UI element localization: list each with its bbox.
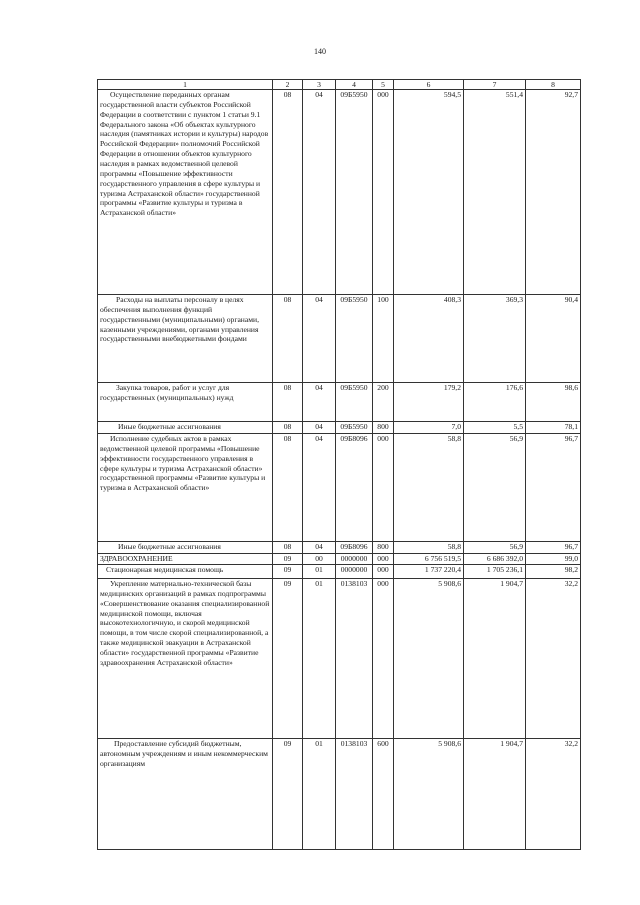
- executed-amount: 1 904,7: [464, 739, 526, 850]
- target-article-code: 0138103: [336, 579, 373, 739]
- subsection-code: 04: [303, 295, 336, 383]
- row-name: Предоставление субсидий бюджетным, автономным учреждениям и иным некоммерческим организациям: [98, 739, 273, 850]
- row-name: Иные бюджетные ассигнования: [98, 542, 273, 554]
- target-article-code: 0000000: [336, 565, 373, 579]
- planned-amount: 7,0: [394, 422, 464, 434]
- execution-percent: 32,2: [526, 739, 581, 850]
- table-row: [98, 739, 581, 850]
- execution-percent: 99,0: [526, 554, 581, 565]
- executed-amount: 176,6: [464, 383, 526, 422]
- planned-amount: 5 908,6: [394, 739, 464, 850]
- execution-percent: 78,1: [526, 422, 581, 434]
- column-header: 4: [336, 80, 373, 90]
- expense-type-code: 200: [373, 383, 394, 422]
- expense-type-code: 000: [373, 434, 394, 542]
- row-name: ЗДРАВООХРАНЕНИЕ: [98, 554, 273, 565]
- row-name: Исполнение судебных актов в рамках ведомственной целевой программы «Повышение эффективности государственного управления в сфере культуры и туризма Астраханской области» государственной программы «Развитие культуры и туризма в Астраханской области»: [98, 434, 273, 542]
- planned-amount: 58,8: [394, 542, 464, 554]
- table-row: [98, 383, 581, 422]
- section-code: 08: [273, 90, 303, 295]
- subsection-code: 04: [303, 542, 336, 554]
- column-header: 7: [464, 80, 526, 90]
- target-article-code: 09Б8096: [336, 434, 373, 542]
- section-code: 08: [273, 383, 303, 422]
- planned-amount: 594,5: [394, 90, 464, 295]
- planned-amount: 408,3: [394, 295, 464, 383]
- expense-type-code: 800: [373, 542, 394, 554]
- column-header: 3: [303, 80, 336, 90]
- planned-amount: 58,8: [394, 434, 464, 542]
- executed-amount: 1 904,7: [464, 579, 526, 739]
- expense-type-code: 000: [373, 90, 394, 295]
- subsection-code: 00: [303, 554, 336, 565]
- table-row: [98, 554, 581, 565]
- subsection-code: 04: [303, 90, 336, 295]
- page-number: 140: [314, 47, 326, 56]
- table-row: [98, 542, 581, 554]
- expense-type-code: 000: [373, 554, 394, 565]
- execution-percent: 98,2: [526, 565, 581, 579]
- planned-amount: 5 908,6: [394, 579, 464, 739]
- target-article-code: 09Б5950: [336, 422, 373, 434]
- expense-type-code: 000: [373, 579, 394, 739]
- executed-amount: 6 686 392,0: [464, 554, 526, 565]
- expense-type-code: 800: [373, 422, 394, 434]
- section-code: 08: [273, 422, 303, 434]
- table-row: [98, 295, 581, 383]
- section-code: 09: [273, 579, 303, 739]
- column-header: 1: [98, 80, 273, 90]
- table-row: [98, 579, 581, 739]
- planned-amount: 6 756 519,5: [394, 554, 464, 565]
- column-header: 5: [373, 80, 394, 90]
- row-name: Расходы на выплаты персоналу в целях обеспечения выполнения функций государственными (муниципальными) органами, казенными учреждениями, органами управления государственными внебюджетными фондами: [98, 295, 273, 383]
- executed-amount: 1 705 236,1: [464, 565, 526, 579]
- execution-percent: 98,6: [526, 383, 581, 422]
- executed-amount: 551,4: [464, 90, 526, 295]
- subsection-code: 01: [303, 565, 336, 579]
- table-row: [98, 565, 581, 579]
- execution-percent: 96,7: [526, 542, 581, 554]
- execution-percent: 92,7: [526, 90, 581, 295]
- table-row: [98, 422, 581, 434]
- table-header-row: [98, 80, 581, 90]
- execution-percent: 90,4: [526, 295, 581, 383]
- row-name: Закупка товаров, работ и услуг для государственных (муниципальных) нужд: [98, 383, 273, 422]
- column-header: 2: [273, 80, 303, 90]
- section-code: 08: [273, 295, 303, 383]
- subsection-code: 04: [303, 422, 336, 434]
- execution-percent: 32,2: [526, 579, 581, 739]
- target-article-code: 0138103: [336, 739, 373, 850]
- planned-amount: 1 737 220,4: [394, 565, 464, 579]
- subsection-code: 01: [303, 579, 336, 739]
- executed-amount: 56,9: [464, 542, 526, 554]
- target-article-code: 09Б5950: [336, 383, 373, 422]
- row-name: Укрепление материально-технической базы медицинских организаций в рамках подпрограммы «Совершенствование оказания специализированной медицинской помощи, включая высокотехнологичную, и скорой медицинской помощи, в том числе скорой специализированной, а также медицинской эвакуации в Астраханской области» государственной программы «Развитие здравоохранения Астраханской области»: [98, 579, 273, 739]
- execution-percent: 96,7: [526, 434, 581, 542]
- section-code: 08: [273, 542, 303, 554]
- target-article-code: 09Б5950: [336, 295, 373, 383]
- expense-type-code: 000: [373, 565, 394, 579]
- section-code: 08: [273, 434, 303, 542]
- executed-amount: 56,9: [464, 434, 526, 542]
- section-code: 09: [273, 739, 303, 850]
- section-code: 09: [273, 565, 303, 579]
- table-row: [98, 434, 581, 542]
- row-name: Иные бюджетные ассигнования: [98, 422, 273, 434]
- subsection-code: 04: [303, 434, 336, 542]
- budget-table: [97, 79, 581, 850]
- target-article-code: 09Б5950: [336, 90, 373, 295]
- table-row: [98, 90, 581, 295]
- column-header: 8: [526, 80, 581, 90]
- planned-amount: 179,2: [394, 383, 464, 422]
- executed-amount: 5,5: [464, 422, 526, 434]
- section-code: 09: [273, 554, 303, 565]
- subsection-code: 04: [303, 383, 336, 422]
- target-article-code: 0000000: [336, 554, 373, 565]
- column-header: 6: [394, 80, 464, 90]
- subsection-code: 01: [303, 739, 336, 850]
- target-article-code: 09Б8096: [336, 542, 373, 554]
- expense-type-code: 600: [373, 739, 394, 850]
- row-name: Осуществление переданных органам государственной власти субъектов Российской Федерации в соответствии с пунктом 1 статьи 9.1 Федерального закона «Об объектах культурного наследия (памятниках истории и культуры) народов Российской Федерации» полномочий Российской Федерации в отношении объектов культурного наследия в рамках ведомственной целевой программы «Повышение эффективности государственного управления в сфере культуры и туризма Астраханской области» государственной программы «Развитие культуры и туризма в Астраханской области»: [98, 90, 273, 295]
- executed-amount: 369,3: [464, 295, 526, 383]
- row-name: Стационарная медицинская помощь: [98, 565, 273, 579]
- expense-type-code: 100: [373, 295, 394, 383]
